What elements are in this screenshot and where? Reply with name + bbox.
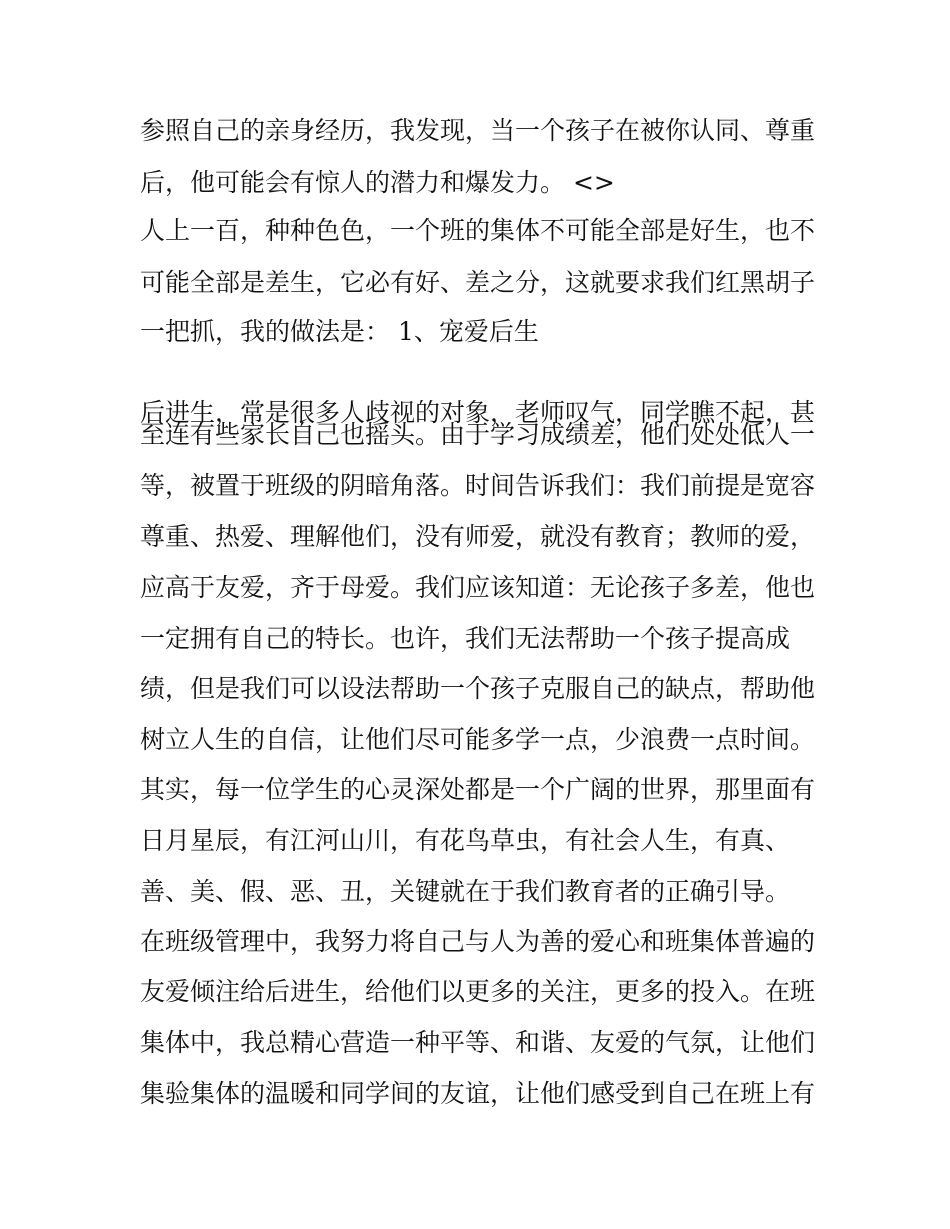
text-line: 参照自己的亲身经历，我发现，当一个孩子在被你认同、尊重 [140,116,816,145]
text-line: 集验集体的温暖和同学间的友谊，让他们感受到自己在班上有 [140,1079,816,1108]
text-line: 后，他可能会有惊人的潜力和爆发力。 <> [140,168,615,197]
text-line: 集体中，我总精心营造一种平等、和谐、友爱的气氛，让他们 [140,1028,816,1057]
text-line: 其实，每一位学生的心灵深处都是一个广阔的世界，那里面有 [140,775,816,804]
text-line: 日月星辰，有江河山川，有花鸟草虫，有社会人生，有真、 [140,826,791,855]
text-line: 可能全部是差生，它必有好、差之分，这就要求我们红黑胡子 [140,268,816,297]
text-line: 一定拥有自己的特长。也许，我们无法帮助一个孩子提高成 [140,624,791,653]
text-line: 后进生，常是很多人歧视的对象，老师叹气，同学瞧不起，甚 [140,398,816,427]
text-line: 在班级管理中，我努力将自己与人为善的爱心和班集体普遍的 [140,927,816,956]
text-line: 树立人生的自信，让他们尽可能多学一点，少浪费一点时间。 [140,725,816,754]
text-line: 尊重、热爱、理解他们，没有师爱，就没有教育；教师的爱， [140,522,816,551]
text-line: 一把抓，我的做法是： 1、宠爱后生 [140,317,539,346]
text-line: 等，被置于班级的阴暗角落。时间告诉我们：我们前提是宽容 [140,471,816,500]
text-line: 应高于友爱，齐于母爱。我们应该知道：无论孩子多差，他也 [140,573,816,602]
text-line: 人上一百，种种色色，一个班的集体不可能全部是好生，也不 [140,216,816,245]
text-line: 绩，但是我们可以设法帮助一个孩子克服自己的缺点，帮助他 [140,674,816,703]
text-line: 善、美、假、恶、丑，关键就在于我们教育者的正确引导。 [140,877,791,906]
text-line: 友爱倾注给后进生，给他们以更多的关注，更多的投入。在班 [140,977,816,1006]
text-line: 至连有些家长自己也摇头。由于学习成绩差，他们处处低人一 [140,420,816,449]
